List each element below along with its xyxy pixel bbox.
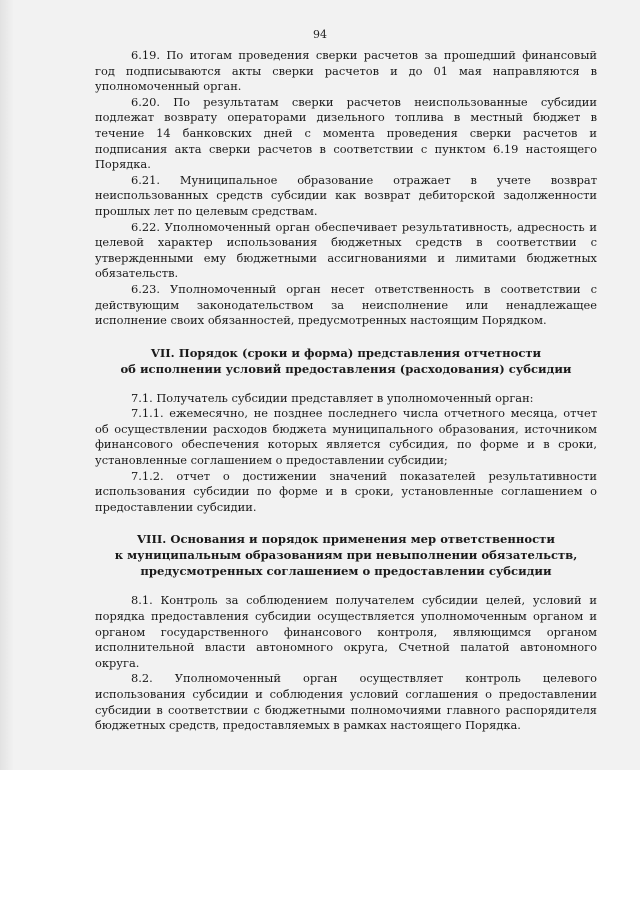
paragraph-7-1-1: 7.1.1. ежемесячно, не позднее последнего числа отчетного месяца, отчет об осуществлении расходов бюджета муниципального образования, источником финансового обеспечения которых является субсидия, по форме и в сроки, установленные соглашением о предоставлении субсидии; xyxy=(95,406,597,468)
paragraph-6-22: 6.22. Уполномоченный орган обеспечивает результативность, адресность и целевой характер использования бюджетных средств в соответствии с утвержденными ему бюджетными ассигнованиями и лимитами бюджетных обязательств. xyxy=(95,219,597,281)
document-body xyxy=(95,48,597,734)
paragraph-8-1: 8.1. Контроль за соблюдением получателем субсидии целей, условий и порядка предоставления субсидии осуществляется уполномоченным органом и органом государственного финансового контроля, являющимся органом исполнительной власти автономного округа, Счетной палатой автономного округа. xyxy=(95,593,597,670)
paragraph-6-23: 6.23. Уполномоченный орган несет ответственность в соответствии с действующим законодательством за неисполнение или ненадлежащее исполнение своих обязанностей, предусмотренных настоящим Порядком. xyxy=(95,281,597,328)
paragraph-7-1-2: 7.1.2. отчет о достижении значений показателей результативности использования субсидии по форме и в сроки, установленные соглашением о предоставлении субсидии. xyxy=(95,468,597,514)
paragraph-8-2: 8.2. Уполномоченный орган осуществляет контроль целевого использования субсидии и соблюдения условий соглашения о предоставлении субсидии в соответствии с бюджетными полномочиями главного распорядителя бюджетных средств, предоставляемых в рамках настоящего Порядка. xyxy=(95,671,597,733)
section-7-heading-line-1: VII. Порядок (сроки и форма) представления отчетности xyxy=(150,345,542,360)
blank-bottom-area xyxy=(0,770,640,905)
section-8-heading-line-1: VIII. Основания и порядок применения мер ответственности xyxy=(137,532,555,547)
section-8-heading-line-2: к муниципальным образованиям при невыполнении обязательств, xyxy=(114,548,578,563)
section-8-heading-line-3: предусмотренных соглашением о предоставлении субсидии xyxy=(140,564,552,579)
paragraph-6-19: 6.19. По итогам проведения сверки расчетов за прошедший финансовый год подписываются акты сверки расчетов и до 01 мая направляются в уполномоченный орган. xyxy=(95,48,597,94)
paragraph-6-20: 6.20. По результатам сверки расчетов неиспользованные субсидии подлежат возврату операторами дизельного топлива в местный бюджет в течение 14 банковских дней с момента проведения сверки расчетов и подписания акта сверки расчетов в соответствии с пунктом 6.19 настоящего Порядка. xyxy=(95,94,597,172)
paragraph-6-21: 6.21. Муниципальное образование отражает в учете возврат неиспользованных средств субсидии как возврат дебиторской задолженности прошлых лет по целевым средствам. xyxy=(95,172,597,218)
page-number: 94 xyxy=(313,28,327,41)
paragraph-7-1: 7.1. Получатель субсидии представляет в уполномоченный орган: xyxy=(131,390,534,405)
section-7-heading-line-2: об исполнении условий предоставления (расходования) субсидии xyxy=(120,361,572,376)
